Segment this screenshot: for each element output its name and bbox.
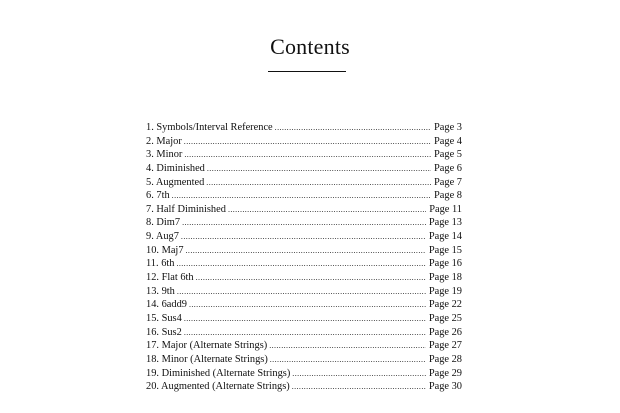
toc-entry-label: 11. 6th — [146, 258, 175, 270]
toc-entry-label: 10. Maj7 — [146, 244, 184, 256]
toc-entry[interactable] — [146, 339, 462, 353]
toc-entry-label: 14. 6add9 — [146, 299, 187, 311]
dot-leader — [269, 339, 426, 353]
toc-entry-page: Page 4 — [434, 135, 462, 147]
toc-entry-label: 18. Minor (Alternate Strings) — [146, 353, 268, 365]
toc-entry-label: 15. Sus4 — [146, 312, 182, 324]
toc-entry-page: Page 8 — [434, 190, 462, 202]
toc-entry-page: Page 7 — [434, 176, 462, 188]
dot-leader — [275, 121, 431, 135]
toc-entry[interactable] — [146, 121, 462, 135]
toc-entry-page: Page 3 — [434, 122, 462, 133]
toc-entry-page: Page 25 — [428, 312, 462, 324]
toc-entry-page: Page 16 — [428, 258, 462, 270]
toc-entry-label: 20. Augmented (Alternate Strings) — [146, 381, 290, 393]
toc-entry-label: 4. Diminished — [146, 162, 205, 174]
toc-entry[interactable] — [146, 367, 462, 381]
dot-leader — [189, 298, 426, 312]
toc-entry[interactable] — [146, 162, 462, 176]
dot-leader — [181, 230, 426, 244]
toc-entry-label: 17. Major (Alternate Strings) — [146, 340, 268, 352]
toc-entry-label: 6. 7th — [146, 190, 170, 202]
toc-entry-label: 13. 9th — [146, 285, 175, 297]
toc-entry-page: Page 15 — [428, 244, 462, 256]
toc-entry[interactable] — [146, 312, 462, 326]
toc-entry-page: Page 11 — [429, 203, 462, 215]
toc-entry[interactable] — [146, 326, 462, 340]
toc-entry-label: 8. Dim7 — [146, 217, 181, 229]
toc-entry-page: Page 18 — [428, 272, 462, 284]
toc-entry-page: Page 28 — [428, 353, 462, 365]
toc-entry-label: 5. Augmented — [146, 176, 205, 188]
dot-leader — [207, 162, 431, 176]
toc-entry-page: Page 22 — [428, 299, 462, 311]
dot-leader — [177, 285, 426, 299]
dot-leader — [186, 244, 426, 258]
dot-leader — [196, 271, 426, 285]
dot-leader — [228, 203, 426, 217]
dot-leader — [184, 326, 426, 340]
toc-entry-page: Page 5 — [434, 149, 462, 161]
toc-entry[interactable] — [146, 271, 462, 285]
toc-entry-page: Page 26 — [428, 326, 462, 338]
toc-entry[interactable] — [146, 298, 462, 312]
toc-entry[interactable] — [146, 148, 462, 162]
toc-entry-page: Page 19 — [428, 285, 462, 297]
page-title: Contents — [270, 34, 350, 59]
toc-entry-label: 16. Sus2 — [146, 326, 182, 338]
dot-leader — [172, 189, 431, 203]
dot-leader — [270, 353, 426, 367]
toc-entry[interactable] — [146, 230, 462, 244]
dot-leader — [184, 148, 431, 162]
dot-leader — [176, 257, 425, 271]
toc-entry-label: 1. Symbols/Interval Reference — [146, 122, 273, 133]
toc-entry[interactable] — [146, 203, 462, 217]
toc-entry-page: Page 14 — [428, 231, 462, 243]
toc-entry[interactable] — [146, 216, 462, 230]
toc-entry-page: Page 13 — [428, 217, 462, 229]
toc-entry[interactable] — [146, 189, 462, 203]
dot-leader — [206, 176, 431, 190]
toc-entry-label: 19. Diminished (Alternate Strings) — [146, 367, 291, 379]
toc-entry-page: Page 6 — [434, 162, 462, 174]
toc-entry[interactable] — [146, 176, 462, 190]
toc-entry-page: Page 29 — [428, 367, 462, 379]
toc-entry-label: 2. Major — [146, 135, 182, 147]
dot-leader — [292, 367, 426, 381]
toc-entry[interactable] — [146, 135, 462, 149]
toc-entry[interactable] — [146, 285, 462, 299]
toc-entry[interactable] — [146, 257, 462, 271]
toc-entry[interactable] — [146, 353, 462, 367]
table-of-contents — [146, 121, 462, 394]
toc-entry-label: 7. Half Diminished — [146, 203, 226, 215]
toc-entry-page: Page 27 — [428, 340, 462, 352]
toc-entry-page: Page 30 — [428, 381, 462, 393]
dot-leader — [292, 380, 426, 394]
toc-entry[interactable] — [146, 380, 462, 394]
toc-entry-label: 12. Flat 6th — [146, 272, 194, 284]
toc-entry-label: 3. Minor — [146, 149, 183, 161]
dot-leader — [182, 216, 426, 230]
toc-entry-label: 9. Aug7 — [146, 231, 179, 243]
title-underline — [268, 71, 346, 72]
toc-entry[interactable] — [146, 244, 462, 258]
dot-leader — [184, 312, 426, 326]
dot-leader — [184, 135, 431, 149]
